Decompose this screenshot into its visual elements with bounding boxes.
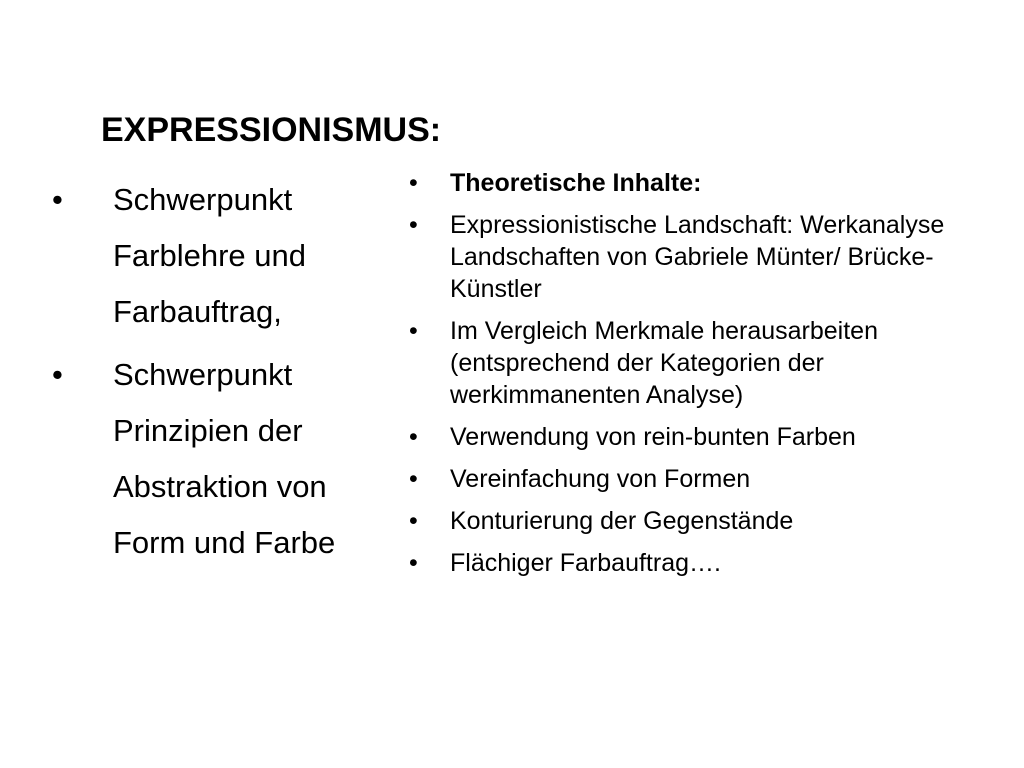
bullet-icon: • [52,357,63,392]
right-bullet-item [405,505,965,537]
slide-title: EXPRESSIONISMUS: [101,111,442,149]
right-bullet-item [405,421,965,453]
bullet-icon: • [409,423,418,451]
right-heading-text: Theoretische Inhalte: [450,169,702,197]
right-bullet-text: Flächiger Farbauftrag…. [450,549,721,577]
right-bullet-list [405,167,965,589]
left-bullet-item [52,347,382,571]
bullet-icon: • [409,169,418,197]
left-bullet-list [52,172,382,578]
bullet-icon: • [409,465,418,493]
right-bullet-item [405,315,965,411]
bullet-icon: • [409,317,418,345]
left-bullet-text: Schwerpunkt Farblehre und Farbauftrag, [113,182,307,329]
right-bullet-text: Expressionistische Landschaft: Werkanalyse Landschaften von Gabriele Münter/ Brücke-Künstler [450,211,945,303]
bullet-icon: • [409,211,418,239]
left-bullet-text: Schwerpunkt Prinzipien der Abstraktion von Form und Farbe [113,357,336,560]
bullet-icon: • [52,182,63,217]
right-bullet-item [405,547,965,579]
right-bullet-item [405,209,965,305]
right-bullet-text: Im Vergleich Merkmale herausarbeiten (entsprechend der Kategorien der werkimmanenten Analyse) [450,317,878,409]
bullet-icon: • [409,507,418,535]
left-bullet-item [52,172,382,340]
right-bullet-heading [405,167,965,199]
right-bullet-item [405,463,965,495]
right-bullet-text: Konturierung der Gegenstände [450,507,794,535]
bullet-icon: • [409,549,418,577]
right-bullet-text: Verwendung von rein-bunten Farben [450,423,856,451]
right-bullet-text: Vereinfachung von Formen [450,465,751,493]
